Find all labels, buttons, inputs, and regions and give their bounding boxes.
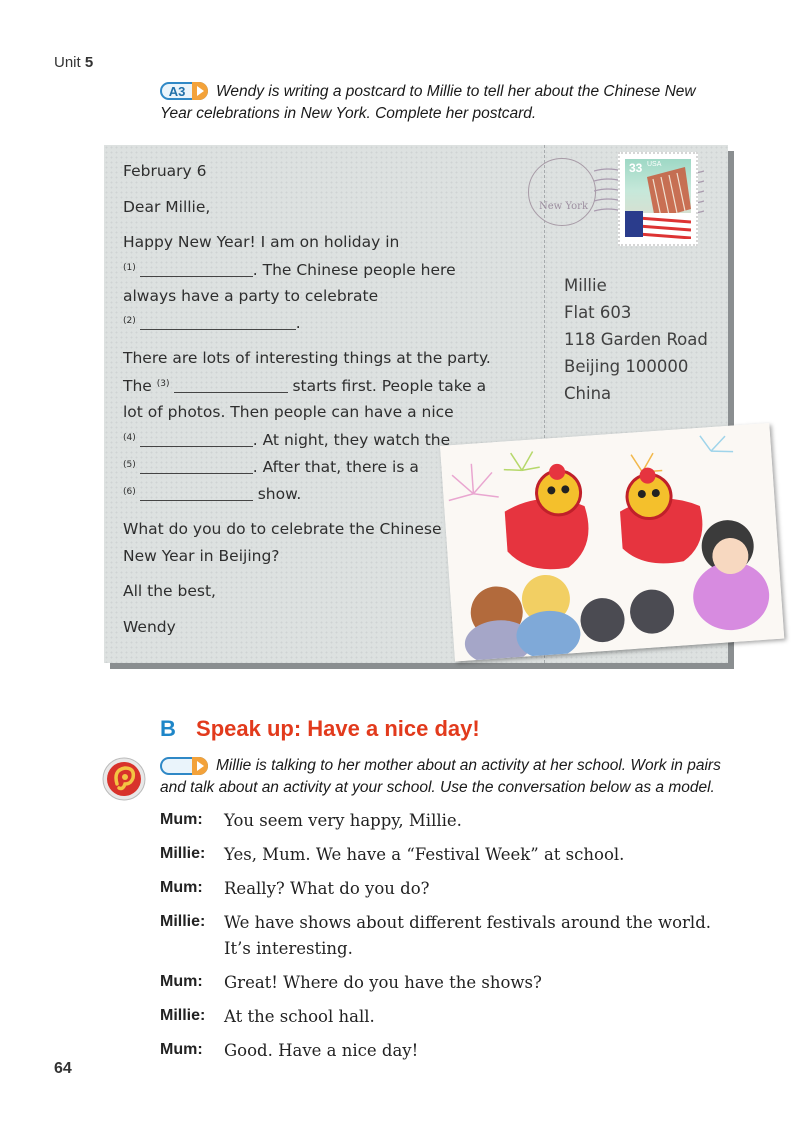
postcard-text: . At night, they watch the [252,431,451,449]
postcard-blank-line-6 [123,484,301,503]
postcard-blank-line-4 [123,430,450,449]
postmark [528,158,596,226]
postcard-signature: Wendy [123,618,176,636]
address-line: Beijing 100000 [564,357,689,376]
section-letter: B [160,716,176,741]
postcard-line: Happy New Year! I am on holiday in [123,233,400,251]
page-number: 64 [54,1060,72,1077]
stamp-value: 33 [629,161,643,175]
blank-number: (5) [123,460,136,470]
postcard-question: New Year in Beijing? [123,547,280,565]
postcard-line: lot of photos. Then people can have a nice [123,403,454,421]
task-a3-label: A3 [168,83,186,99]
postcard-text: . [295,314,301,332]
postcard-blank-line-2 [123,313,301,332]
answer-blank-6[interactable] [140,484,253,501]
task-a3-instruction: Wendy is writing a postcard to Millie to tell her about the Chinese New Year celebrations in New York. Complete her postcard. [160,83,696,122]
dialogue-line: We have shows about different festivals around the world. It’s interesting. [224,913,712,958]
unit-number: 5 [84,54,94,71]
blank-number: (1) [123,263,136,273]
postmark-text: New York [539,201,588,212]
address-line: 118 Garden Road [564,330,708,349]
stamp-country: USA [647,161,662,168]
answer-blank-1[interactable] [140,260,253,277]
address-line: Millie [564,276,607,295]
postcard-blank-line-5 [123,457,419,476]
blank-number: (2) [123,316,136,326]
unit-label: Unit [54,54,81,71]
postcard-text: show. [257,485,302,503]
postcard-text: . The Chinese people here [252,261,456,279]
postcard-text: starts first. People take a [292,377,487,395]
section-b-heading [160,716,480,742]
dialogue-line: You seem very happy, Millie. [224,811,462,830]
answer-blank-5[interactable] [140,457,253,474]
speaker-label: Millie: [160,1007,206,1024]
blank-number: (4) [123,433,136,443]
dialogue-line: Yes, Mum. We have a “Festival Week” at school. [224,845,625,864]
postcard-line: always have a party to celebrate [123,287,379,305]
postcard-date: February 6 [123,162,207,180]
speaker-label: Mum: [160,879,203,896]
postcard-text: The [123,377,152,395]
postcard-question: What do you do to celebrate the Chinese [123,520,442,538]
speaker-label: Millie: [160,845,206,862]
postcard-text: . After that, there is a [252,458,419,476]
postcard-line: There are lots of interesting things at the party. [123,349,491,367]
stamp-flag-image [625,159,691,239]
speaker-label: Mum: [160,973,203,990]
dialogue-line: Really? What do you do? [224,879,430,898]
address-line: Flat 603 [564,303,632,322]
postcard-greeting: Dear Millie, [123,198,211,216]
postcard-blank-line-1 [123,260,456,279]
postcard-closing: All the best, [123,582,216,600]
speaker-label: Mum: [160,811,203,828]
speaker-label: Millie: [160,913,206,930]
answer-blank-2[interactable] [140,313,296,330]
ear-listen-icon [101,756,147,802]
answer-blank-4[interactable] [140,430,253,447]
dialogue-line: Good. Have a nice day! [224,1041,419,1060]
answer-blank-3[interactable] [174,376,288,393]
address-line: China [564,384,612,403]
dialogue-line: Great! Where do you have the shows? [224,973,542,992]
blank-number: (6) [123,487,136,497]
section-b-instruction: Millie is talking to her mother about an activity at her school. Work in pairs and talk about an activity at your school. Use the conversation below as a model. [160,757,721,796]
lion-dance-image [440,423,784,661]
speaker-label: Mum: [160,1041,203,1058]
lion-dance-illustration [440,423,784,661]
unit-heading [54,54,93,71]
blank-number: (3) [156,379,170,389]
postcard-blank-line-3 [123,376,486,395]
section-title: Speak up: Have a nice day! [196,716,480,741]
dialogue-line: At the school hall. [224,1007,375,1026]
postage-stamp [618,152,698,246]
